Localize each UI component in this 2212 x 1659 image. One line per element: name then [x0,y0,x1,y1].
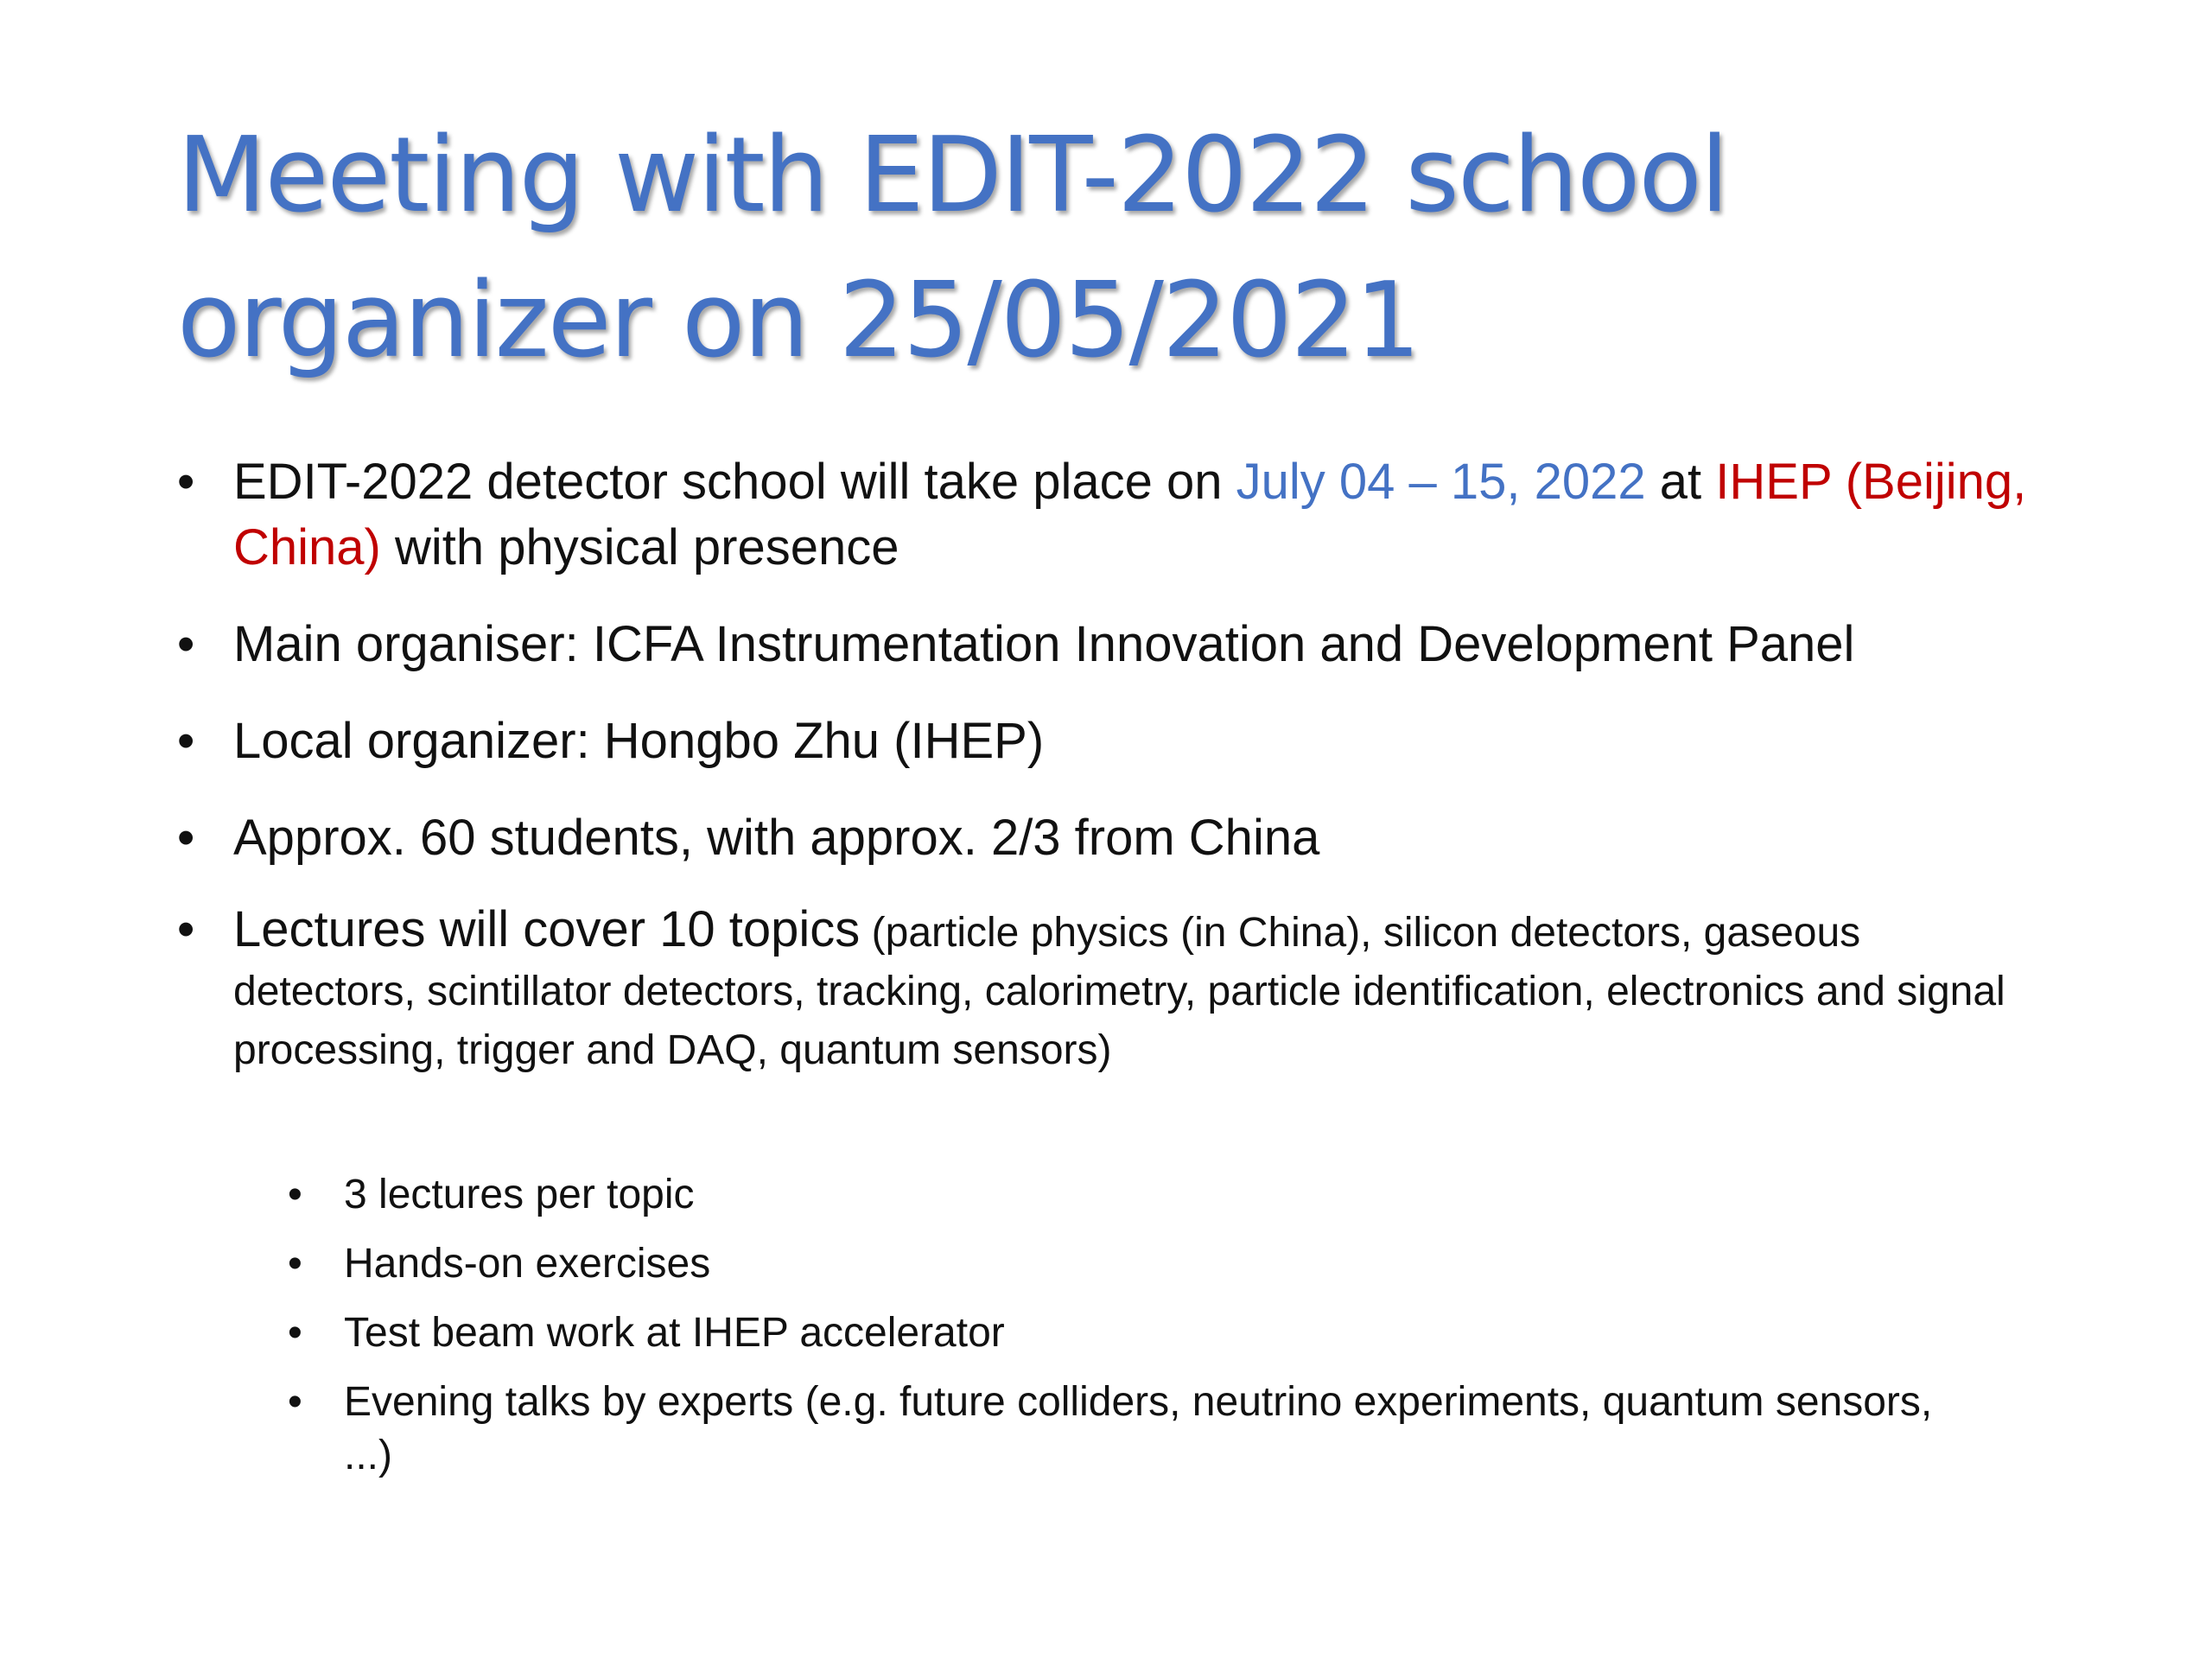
bullet-text: Approx. 60 students, with approx. 2/3 from China [233,810,1320,866]
bullet-text: EDIT-2022 detector school will take place on [233,454,1236,510]
sub-bullet-list [288,1168,1981,1498]
bullet-marker: • [177,713,195,769]
sub-bullet-marker: • [288,1172,302,1217]
lectures-topics: (particle physics (in China), silicon detectors, gaseous detectors, scintillator detectors, tracking, calorimetry, particle identification, electronics and signal processing, trigger and DAQ, quantum sensors) [233,910,2005,1073]
bullet-lectures [177,902,2052,1078]
bullet-list [177,449,2052,1084]
bullet-marker: • [177,454,195,510]
bullet-text: with physical presence [380,519,899,575]
sub-bullet-item [288,1168,1981,1222]
event-location: IHEP (Beijing, China) [233,454,2027,575]
sub-bullet-marker: • [288,1241,302,1287]
bullet-text: Main organiser: ICFA Instrumentation Innovation and Development Panel [233,616,1855,672]
bullet-text: at [1645,454,1716,510]
sub-bullet-item [288,1237,1981,1291]
bullet-marker: • [177,616,195,672]
bullet-marker: • [177,810,195,866]
sub-bullet-marker: • [288,1379,302,1425]
sub-bullet-text: Test beam work at IHEP accelerator [344,1310,1005,1356]
bullet-local-organizer [177,709,2052,774]
slide-title: Meeting with EDIT-2022 school organizer on 25/05/2021 [177,116,1728,381]
sub-bullet-text: Hands-on exercises [344,1241,711,1287]
sub-bullet-text: Evening talks by experts (e.g. future colliders, neutrino experiments, quantum sensors, ...) [344,1379,1933,1478]
sub-bullet-text: 3 lectures per topic [344,1172,695,1217]
sub-bullet-item [288,1306,1981,1360]
sub-bullet-item [288,1376,1981,1483]
sub-bullet-marker: • [288,1310,302,1356]
event-dates: July 04 – 15, 2022 [1236,454,1646,510]
lectures-lead: Lectures will cover 10 topics [233,901,861,957]
bullet-students [177,805,2052,871]
bullet-text: Local organizer: Hongbo Zhu (IHEP) [233,713,1045,769]
bullet-main-organiser [177,612,2052,677]
bullet-schedule [177,449,2052,581]
bullet-marker: • [177,901,195,957]
